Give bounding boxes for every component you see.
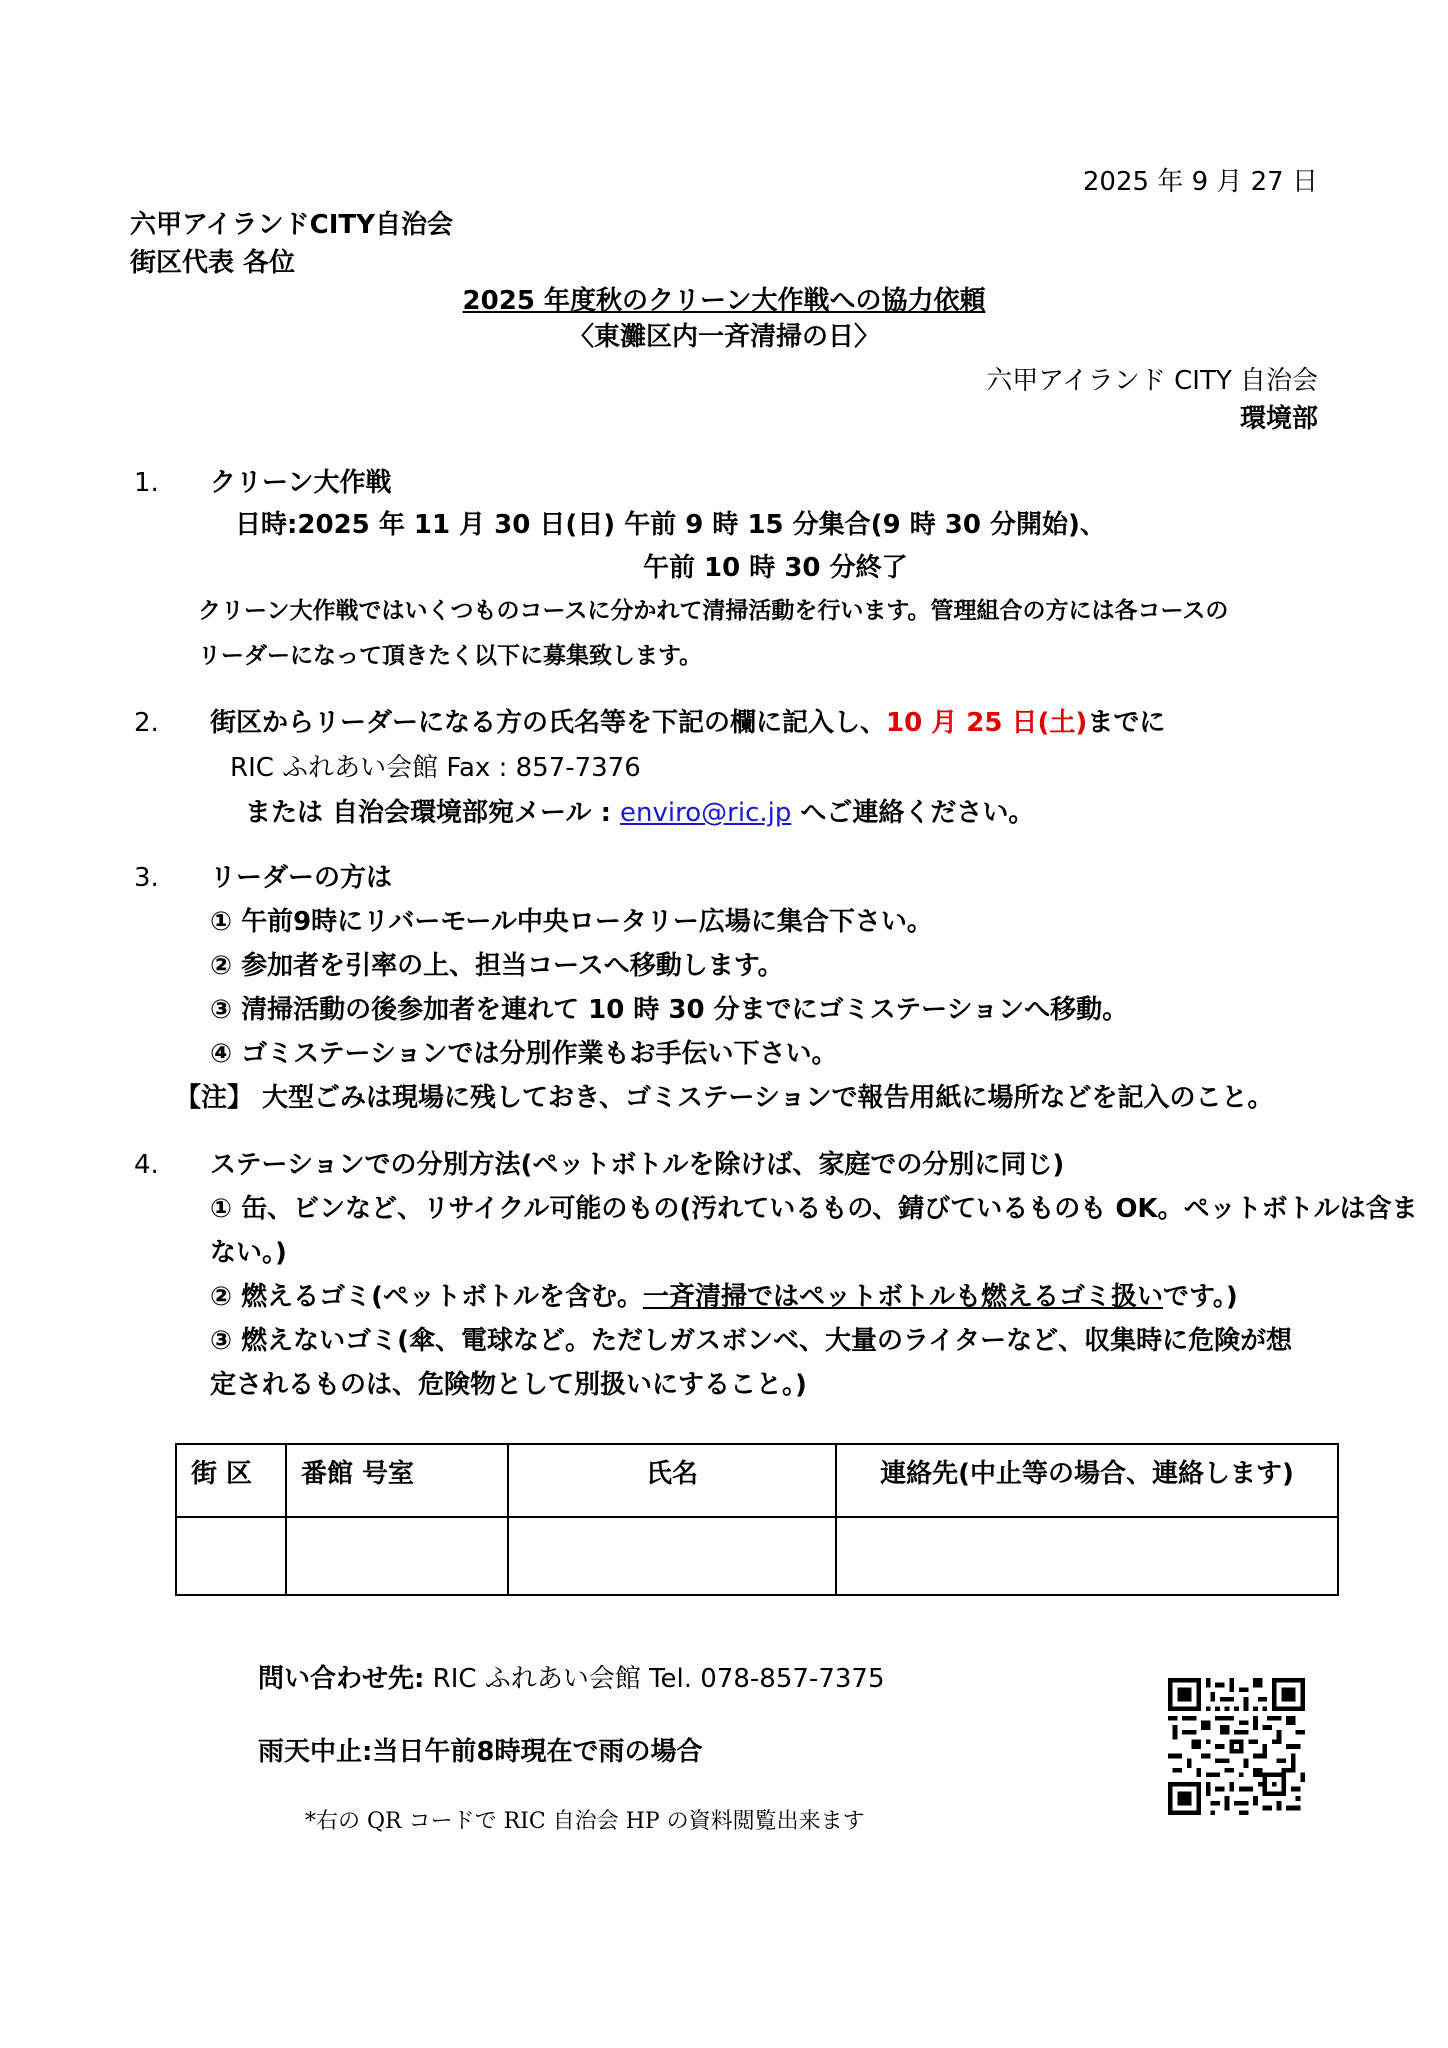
section1-number: 1.: [134, 468, 159, 498]
mail-line: [245, 798, 1034, 829]
rain-notice: 雨天中止:当日午前8時現在で雨の場合: [258, 1737, 703, 1767]
fax-line: RIC ふれあい会館 Fax : 857-7376: [230, 753, 641, 783]
leader-item-4: ④ ゴミステーションでは分別作業もお手伝い下さい。: [210, 1039, 838, 1069]
section1-body-line2: リーダーになって頂きたく以下に募集致します。: [198, 643, 703, 669]
section1-datetime-line1: 日時:2025 年 11 月 30 日(日) 午前 9 時 15 分集合(9 時 30 分開始)、: [235, 510, 1106, 540]
section3-number: 3.: [134, 863, 159, 893]
section4-number: 4.: [134, 1150, 159, 1180]
section2-line1-suffix: までに: [1087, 708, 1166, 738]
document-subtitle: 〈東灘区内一斉清掃の日〉: [567, 322, 880, 352]
section2-line1-text: 街区からリーダーになる方の氏名等を下記の欄に記入し、: [210, 708, 887, 738]
recipient-line2: 街区代表 各位: [130, 248, 296, 278]
mail-line-suffix: へご連絡ください。: [791, 798, 1035, 828]
section1-datetime-line2: 午前 10 時 30 分終了: [643, 553, 908, 583]
cell-contact-entry[interactable]: [836, 1517, 1338, 1595]
sorting-item2-text: ② 燃えるゴミ(ペットボトルを含む。: [210, 1282, 643, 1312]
document-date: 2025 年 9 月 27 日: [1082, 167, 1318, 197]
table-row: [176, 1517, 1338, 1595]
qr-note: *右の QR コードで RIC 自治会 HP の資料閲覧出来ます: [305, 1809, 865, 1834]
contact-value: RIC ふれあい会館 Tel. 078-857-7375: [424, 1664, 885, 1694]
header-block: 街 区: [176, 1444, 286, 1517]
contact-line: [258, 1664, 885, 1695]
sorting-item1-line1: ① 缶、ビンなど、リサイクル可能のもの(汚れているもの、錆びているものも OK。ペットボトルは含ま: [210, 1194, 1418, 1224]
sorting-item1-line2: ない。): [210, 1238, 287, 1268]
section1-heading: クリーン大作戦: [210, 468, 392, 498]
sorting-item2-suffix: です。): [1162, 1282, 1238, 1312]
header-name: 氏名: [508, 1444, 836, 1517]
cell-name-entry[interactable]: [508, 1517, 836, 1595]
qr-code-icon[interactable]: [1168, 1678, 1305, 1815]
sender-line1: 六甲アイランド CITY 自治会: [986, 366, 1318, 396]
sorting-item3-line1: ③ 燃えないゴミ(傘、電球など。ただしガスボンベ、大量のライターなど、収集時に危険が想: [210, 1326, 1293, 1356]
table-header-row: [176, 1444, 1338, 1517]
recipient-line1: 六甲アイランドCITY自治会: [130, 210, 453, 240]
sorting-item3-line2: 定されるものは、危険物として別扱いにすること。): [210, 1370, 807, 1400]
sorting-item2: [210, 1282, 1238, 1313]
mail-line-text: または 自治会環境部宛メール :: [245, 798, 621, 828]
section1-body-line1: クリーン大作戦ではいくつものコースに分かれて清掃活動を行います。管理組合の方には各コースの: [198, 598, 1229, 624]
cell-block-entry[interactable]: [176, 1517, 286, 1595]
document-title: 2025 年度秋のクリーン大作戦への協力依頼: [462, 286, 986, 316]
cell-building-room-entry[interactable]: [286, 1517, 508, 1595]
leader-item-2: ② 参加者を引率の上、担当コースへ移動します。: [210, 951, 784, 981]
leader-entry-table: [175, 1443, 1339, 1596]
header-contact: 連絡先(中止等の場合、連絡します): [836, 1444, 1338, 1517]
contact-label: 問い合わせ先:: [258, 1664, 425, 1694]
section2-line1: [210, 708, 1165, 739]
leader-item-1: ① 午前9時にリバーモール中央ロータリー広場に集合下さい。: [210, 907, 933, 937]
email-link[interactable]: enviro@ric.jp: [620, 798, 792, 828]
section3-note: 【注】 大型ごみは現場に残しておき、ゴミステーションで報告用紙に場所などを記入のこと。: [175, 1083, 1274, 1113]
section3-heading: リーダーの方は: [210, 863, 393, 893]
sender-line2: 環境部: [1239, 404, 1318, 434]
leader-item-3: ③ 清掃活動の後参加者を連れて 10 時 30 分までにゴミステーションへ移動。: [210, 995, 1129, 1025]
deadline-date: 10 月 25 日(土): [886, 708, 1088, 738]
header-building-room: 番館 号室: [286, 1444, 508, 1517]
section2-number: 2.: [134, 708, 159, 738]
sorting-item2-emphasis: 一斉清掃ではペットボトルも燃えるゴミ扱い: [642, 1282, 1163, 1312]
section4-heading: ステーションでの分別方法(ペットボトルを除けば、家庭での分別に同じ): [210, 1150, 1065, 1180]
